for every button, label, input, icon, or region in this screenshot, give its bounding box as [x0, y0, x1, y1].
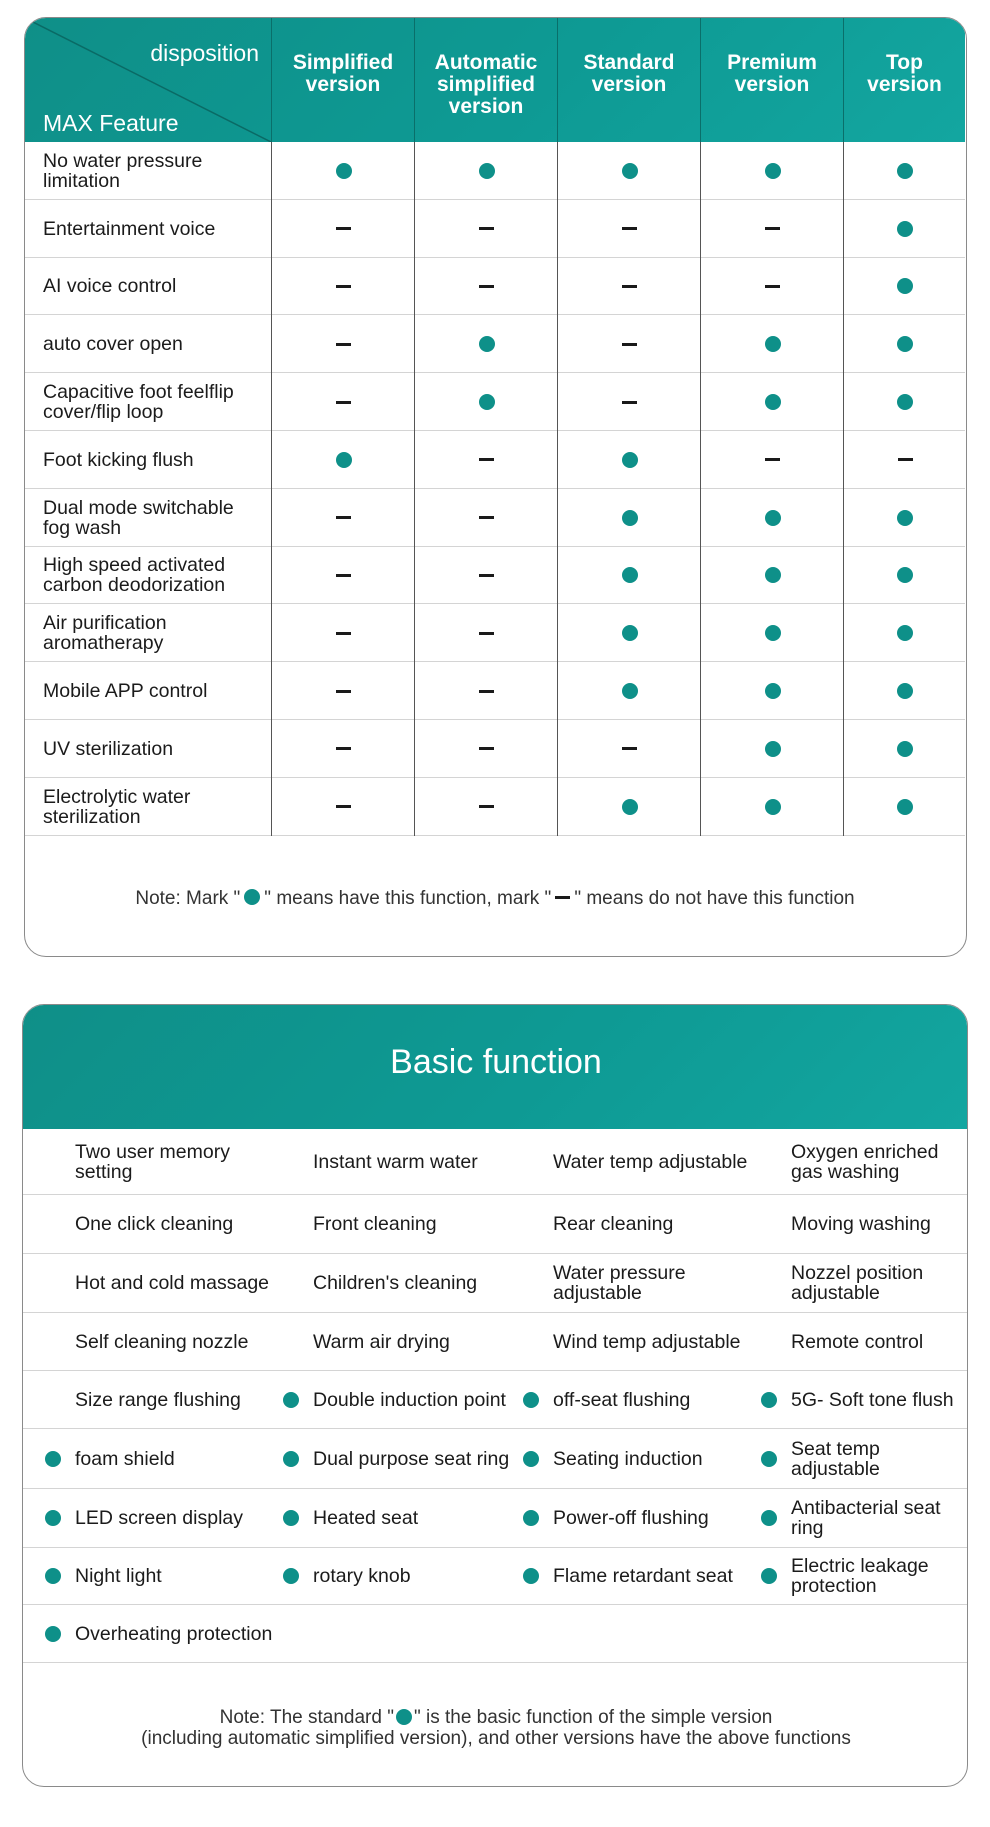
basic-function-card — [22, 1004, 968, 1787]
no-function-dash-icon — [479, 574, 494, 577]
function-item — [761, 1313, 968, 1370]
feature-name: Foot kicking flush — [43, 448, 194, 471]
availability-cell — [557, 604, 700, 662]
corner-disposition-label: disposition — [150, 40, 259, 66]
availability-cell — [414, 431, 557, 489]
function-label: Two user memory setting — [75, 1140, 230, 1183]
standard-function-dot-icon — [523, 1392, 539, 1408]
has-function-dot-icon — [897, 741, 913, 757]
availability-cell — [557, 778, 700, 836]
no-function-dash-icon — [479, 747, 494, 750]
availability-cell — [843, 373, 965, 431]
no-function-dash-icon — [765, 227, 780, 230]
feature-row — [25, 604, 965, 662]
legend-dot-icon — [244, 889, 260, 905]
no-function-dash-icon — [479, 227, 494, 230]
feature-row — [25, 547, 965, 605]
function-label: Instant warm water — [313, 1150, 478, 1173]
version-header-4: Top version — [843, 18, 965, 142]
no-function-dash-icon — [336, 227, 351, 230]
feature-name: UV sterilization — [43, 737, 174, 760]
availability-cell — [700, 200, 843, 258]
function-label: foam shield — [75, 1447, 175, 1470]
no-function-dash-icon — [336, 690, 351, 693]
availability-cell — [843, 431, 965, 489]
no-function-dash-icon — [336, 343, 351, 346]
availability-cell — [271, 315, 414, 373]
availability-cell — [843, 662, 965, 720]
comparison-card — [24, 17, 967, 957]
version-header-3: Premium version — [700, 18, 843, 142]
has-function-dot-icon — [622, 799, 638, 815]
function-item — [45, 1195, 275, 1253]
function-label: Dual purpose seat ring — [313, 1447, 510, 1470]
availability-cell — [414, 778, 557, 836]
availability-cell — [271, 489, 414, 547]
availability-cell — [557, 315, 700, 373]
function-item — [283, 1548, 513, 1604]
function-label: Front cleaning — [313, 1213, 437, 1235]
function-item — [523, 1129, 753, 1194]
has-function-dot-icon — [622, 510, 638, 526]
has-function-dot-icon — [897, 336, 913, 352]
function-label: Hot and cold massage — [75, 1272, 270, 1294]
feature-name: Air purification aromatherapy — [43, 612, 167, 655]
feature-name: Electrolytic water sterilization — [43, 785, 191, 828]
availability-cell — [271, 662, 414, 720]
availability-cell — [843, 547, 965, 605]
availability-cell — [271, 431, 414, 489]
function-item — [761, 1429, 968, 1488]
function-row — [23, 1429, 968, 1489]
has-function-dot-icon — [897, 625, 913, 641]
legend-dash-icon — [555, 896, 570, 899]
function-item — [283, 1313, 513, 1370]
standard-function-dot-icon — [761, 1451, 777, 1467]
standard-function-dot-icon — [523, 1510, 539, 1526]
function-label: One click cleaning — [75, 1213, 234, 1235]
function-item — [45, 1254, 275, 1312]
has-function-dot-icon — [897, 683, 913, 699]
function-item — [761, 1548, 968, 1604]
no-function-dash-icon — [622, 747, 637, 750]
feature-row — [25, 200, 965, 258]
has-function-dot-icon — [897, 394, 913, 410]
availability-cell — [557, 662, 700, 720]
no-function-dash-icon — [336, 574, 351, 577]
corner-feature-label: MAX Feature — [43, 110, 179, 136]
function-label: Children's cleaning — [313, 1272, 478, 1294]
no-function-dash-icon — [622, 343, 637, 346]
standard-function-dot-icon — [45, 1568, 61, 1584]
function-label: Rear cleaning — [553, 1213, 674, 1235]
availability-cell — [414, 489, 557, 547]
availability-cell — [700, 604, 843, 662]
availability-cell — [700, 315, 843, 373]
standard-function-dot-icon — [45, 1510, 61, 1526]
function-item — [45, 1605, 445, 1662]
function-item — [761, 1489, 968, 1547]
availability-cell — [700, 373, 843, 431]
function-label: LED screen display — [75, 1507, 243, 1529]
has-function-dot-icon — [897, 221, 913, 237]
availability-cell — [843, 258, 965, 316]
feature-row — [25, 315, 965, 373]
standard-dot-icon — [396, 1709, 412, 1725]
has-function-dot-icon — [897, 510, 913, 526]
function-row — [23, 1313, 968, 1371]
availability-cell — [700, 258, 843, 316]
no-function-dash-icon — [336, 516, 351, 519]
has-function-dot-icon — [765, 683, 781, 699]
availability-cell — [557, 489, 700, 547]
has-function-dot-icon — [897, 163, 913, 179]
standard-function-dot-icon — [761, 1510, 777, 1526]
availability-cell — [700, 662, 843, 720]
standard-function-dot-icon — [45, 1451, 61, 1467]
standard-function-dot-icon — [761, 1568, 777, 1584]
availability-cell — [557, 373, 700, 431]
standard-function-dot-icon — [761, 1392, 777, 1408]
feature-row — [25, 142, 965, 200]
no-function-dash-icon — [479, 458, 494, 461]
function-item — [283, 1254, 513, 1312]
availability-cell — [557, 431, 700, 489]
availability-cell — [271, 200, 414, 258]
function-item — [761, 1371, 968, 1428]
function-label: Wind temp adjustable — [553, 1330, 741, 1353]
header-corner-cell — [25, 18, 271, 142]
function-label: Size range flushing — [75, 1388, 241, 1411]
function-item — [283, 1129, 513, 1194]
feature-name: High speed activated carbon deodorization — [43, 554, 226, 597]
no-function-dash-icon — [479, 516, 494, 519]
availability-cell — [414, 547, 557, 605]
has-function-dot-icon — [765, 625, 781, 641]
function-label: Warm air drying — [313, 1330, 450, 1353]
availability-cell — [843, 720, 965, 778]
feature-name: auto cover open — [43, 333, 183, 356]
availability-cell — [843, 604, 965, 662]
has-function-dot-icon — [622, 163, 638, 179]
basic-function-header — [23, 1005, 968, 1129]
has-function-dot-icon — [479, 163, 495, 179]
has-function-dot-icon — [622, 683, 638, 699]
function-label: Overheating protection — [75, 1622, 273, 1645]
function-item — [283, 1429, 513, 1488]
no-function-dash-icon — [622, 401, 637, 404]
availability-cell — [557, 258, 700, 316]
function-label: Seat temp adjustable — [791, 1437, 880, 1480]
availability-cell — [700, 431, 843, 489]
version-header-1: Automatic simplified version — [414, 18, 557, 142]
feature-name: Capacitive foot feelflip cover/flip loop — [43, 381, 234, 424]
feature-name: Dual mode switchable fog wash — [43, 496, 234, 539]
availability-cell — [271, 720, 414, 778]
availability-cell — [414, 258, 557, 316]
function-item — [45, 1371, 275, 1428]
note-text-3: " means do not have this function — [574, 888, 855, 909]
availability-cell — [414, 604, 557, 662]
feature-row — [25, 258, 965, 316]
function-row — [23, 1129, 968, 1195]
standard-function-dot-icon — [283, 1510, 299, 1526]
no-function-dash-icon — [479, 285, 494, 288]
comparison-header — [25, 18, 965, 142]
version-header-0: Simplified version — [271, 18, 414, 142]
availability-cell — [843, 200, 965, 258]
function-label: Remote control — [791, 1330, 924, 1353]
availability-cell — [700, 778, 843, 836]
availability-cell — [414, 315, 557, 373]
has-function-dot-icon — [622, 452, 638, 468]
function-label: Self cleaning nozzle — [75, 1330, 249, 1353]
availability-cell — [271, 142, 414, 200]
feature-row — [25, 489, 965, 547]
function-item — [45, 1548, 275, 1604]
no-function-dash-icon — [479, 805, 494, 808]
availability-cell — [414, 373, 557, 431]
function-item — [45, 1429, 275, 1488]
availability-cell — [557, 200, 700, 258]
note-text-1: Note: Mark " — [135, 888, 241, 909]
availability-cell — [414, 720, 557, 778]
function-item — [523, 1548, 753, 1604]
function-item — [761, 1254, 968, 1312]
availability-cell — [700, 489, 843, 547]
has-function-dot-icon — [765, 567, 781, 583]
function-item — [283, 1371, 513, 1428]
function-item — [45, 1489, 275, 1547]
function-label: Night light — [75, 1565, 162, 1587]
function-label: Double induction point — [313, 1388, 506, 1411]
no-function-dash-icon — [622, 285, 637, 288]
function-label: off-seat flushing — [553, 1388, 691, 1411]
function-label: 5G- Soft tone flush — [791, 1388, 954, 1411]
no-function-dash-icon — [765, 285, 780, 288]
has-function-dot-icon — [897, 567, 913, 583]
has-function-dot-icon — [622, 625, 638, 641]
has-function-dot-icon — [336, 452, 352, 468]
function-label: Nozzel position adjustable — [791, 1262, 924, 1304]
availability-cell — [557, 720, 700, 778]
function-row — [23, 1548, 968, 1605]
has-function-dot-icon — [479, 336, 495, 352]
function-item — [45, 1313, 275, 1370]
has-function-dot-icon — [765, 741, 781, 757]
has-function-dot-icon — [622, 567, 638, 583]
feature-row — [25, 720, 965, 778]
no-function-dash-icon — [336, 805, 351, 808]
feature-row — [25, 662, 965, 720]
function-label: rotary knob — [313, 1565, 411, 1587]
has-function-dot-icon — [479, 394, 495, 410]
function-item — [523, 1371, 753, 1428]
availability-cell — [843, 142, 965, 200]
has-function-dot-icon — [897, 278, 913, 294]
availability-cell — [271, 373, 414, 431]
function-item — [523, 1429, 753, 1488]
function-item — [523, 1489, 753, 1547]
has-function-dot-icon — [765, 163, 781, 179]
no-function-dash-icon — [479, 632, 494, 635]
basic-function-title: Basic function — [390, 1043, 602, 1081]
availability-cell — [271, 258, 414, 316]
function-item — [523, 1313, 753, 1370]
standard-function-dot-icon — [523, 1451, 539, 1467]
no-function-dash-icon — [622, 227, 637, 230]
feature-name: Entertainment voice — [43, 217, 216, 240]
standard-function-dot-icon — [283, 1568, 299, 1584]
availability-cell — [700, 720, 843, 778]
function-item — [283, 1195, 513, 1253]
availability-cell — [271, 547, 414, 605]
function-row — [23, 1195, 968, 1254]
note-text-2: " means have this function, mark " — [264, 888, 552, 909]
no-function-dash-icon — [336, 747, 351, 750]
note-line-2: (including automatic simplified version), and other versions have the above functions — [141, 1728, 851, 1749]
no-function-dash-icon — [336, 285, 351, 288]
function-label: Heated seat — [313, 1507, 419, 1529]
function-label: Moving washing — [791, 1213, 931, 1235]
function-row — [23, 1254, 968, 1313]
feature-name: Mobile APP control — [43, 680, 208, 703]
function-item — [523, 1254, 753, 1312]
function-label: Water temp adjustable — [553, 1150, 748, 1173]
function-label: Water pressure adjustable — [553, 1262, 686, 1304]
function-row — [23, 1371, 968, 1429]
note-line-1a: Note: The standard " — [219, 1707, 394, 1728]
comparison-note — [25, 888, 965, 910]
feature-row — [25, 778, 965, 836]
availability-cell — [843, 489, 965, 547]
feature-row — [25, 431, 965, 489]
standard-function-dot-icon — [523, 1568, 539, 1584]
function-row — [23, 1489, 968, 1548]
function-label: Seating induction — [553, 1447, 703, 1470]
has-function-dot-icon — [765, 336, 781, 352]
feature-row — [25, 373, 965, 431]
note-line-1b: " is the basic function of the simple version — [413, 1707, 773, 1728]
standard-function-dot-icon — [45, 1626, 61, 1642]
availability-cell — [271, 604, 414, 662]
has-function-dot-icon — [765, 799, 781, 815]
availability-cell — [843, 778, 965, 836]
no-function-dash-icon — [336, 401, 351, 404]
has-function-dot-icon — [336, 163, 352, 179]
feature-name: No water pressure limitation — [43, 149, 203, 192]
function-label: Oxygen enriched gas washing — [791, 1140, 939, 1183]
function-item — [45, 1129, 275, 1194]
function-label: Electric leakage protection — [791, 1555, 929, 1597]
standard-function-dot-icon — [283, 1451, 299, 1467]
availability-cell — [843, 315, 965, 373]
function-item — [283, 1489, 513, 1547]
feature-name: AI voice control — [43, 275, 177, 298]
no-function-dash-icon — [898, 458, 913, 461]
availability-cell — [700, 547, 843, 605]
function-item — [523, 1195, 753, 1253]
no-function-dash-icon — [479, 690, 494, 693]
availability-cell — [414, 142, 557, 200]
basic-function-note — [23, 1707, 968, 1749]
has-function-dot-icon — [765, 394, 781, 410]
standard-function-dot-icon — [283, 1392, 299, 1408]
has-function-dot-icon — [765, 510, 781, 526]
availability-cell — [557, 547, 700, 605]
has-function-dot-icon — [897, 799, 913, 815]
version-header-2: Standard version — [557, 18, 700, 142]
availability-cell — [271, 778, 414, 836]
availability-cell — [700, 142, 843, 200]
function-row — [23, 1605, 968, 1663]
no-function-dash-icon — [765, 458, 780, 461]
no-function-dash-icon — [336, 632, 351, 635]
availability-cell — [414, 662, 557, 720]
availability-cell — [557, 142, 700, 200]
availability-cell — [414, 200, 557, 258]
function-item — [761, 1129, 968, 1194]
function-label: Power-off flushing — [553, 1507, 709, 1529]
function-label: Antibacterial seat ring — [791, 1497, 941, 1539]
function-item — [761, 1195, 968, 1253]
comparison-table — [25, 18, 965, 828]
function-label: Flame retardant seat — [553, 1565, 733, 1587]
